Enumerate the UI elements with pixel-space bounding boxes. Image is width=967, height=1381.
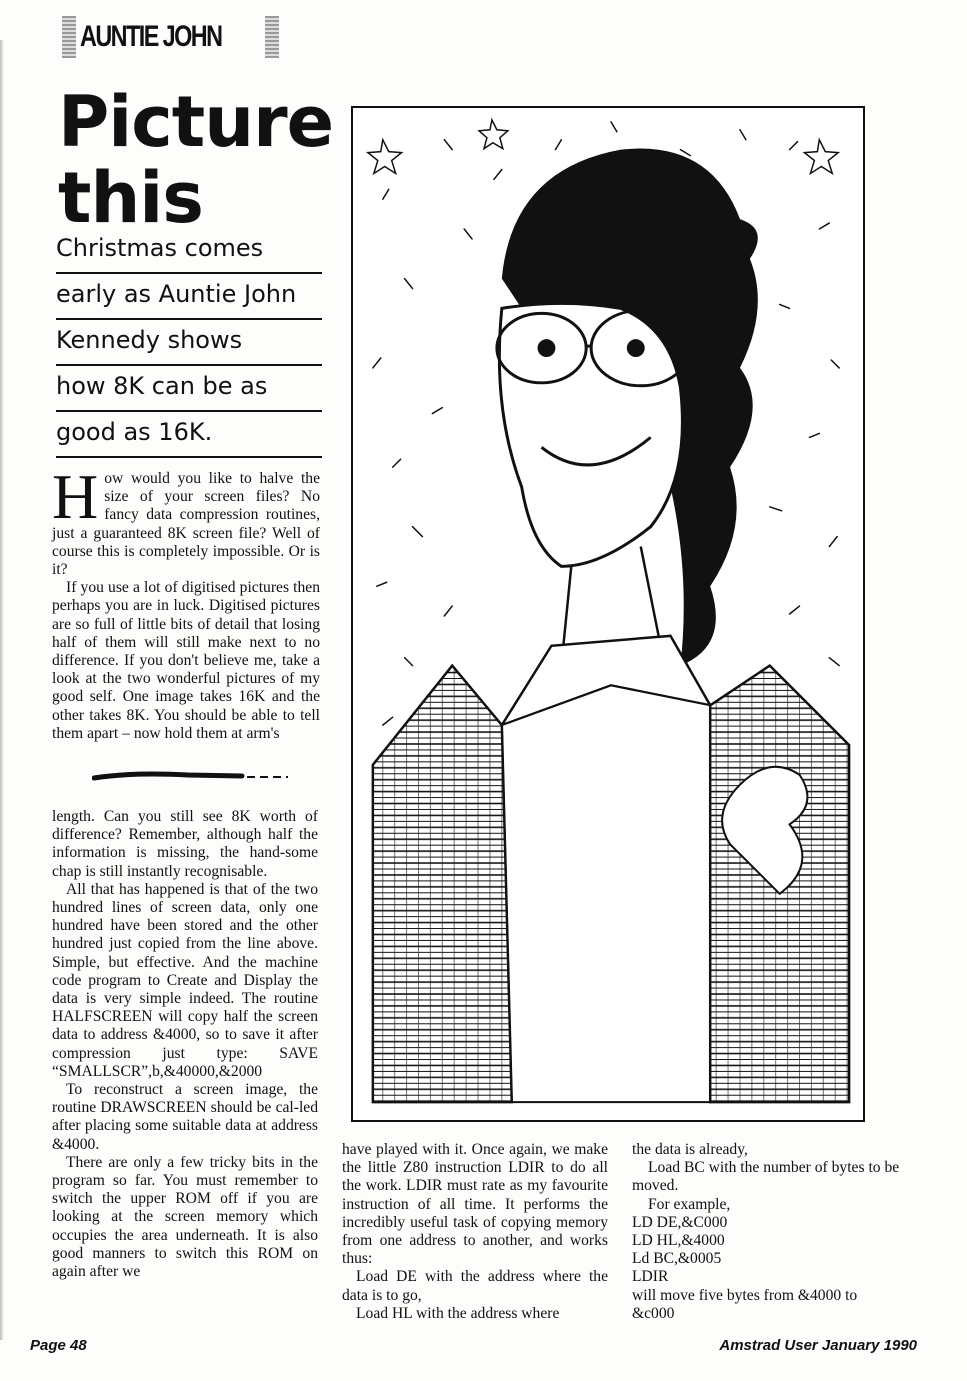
- body-paragraph: length. Can you still see 8K worth of difference? Remember, although half the information is missing, the hand-some chap is still instantly recognisable.: [52, 808, 318, 880]
- article-deck: [56, 228, 322, 458]
- body-column-2: [342, 1141, 608, 1323]
- code-line: LD DE,&C000: [632, 1213, 728, 1231]
- kicker-label: AUNTIE JOHN: [80, 20, 222, 53]
- body-paragraph: To reconstruct a screen image, the routine DRAWSCREEN should be cal-led after placing some suitable data at address &4000.: [52, 1081, 318, 1153]
- body-paragraph: Load HL with the address where: [356, 1304, 560, 1322]
- body-column-3: [632, 1141, 900, 1323]
- page-edge-shadow: [0, 40, 4, 1340]
- body-paragraph: There are only a few tricky bits in the program so far. You must remember to switch the upper ROM off if you are looking at the screen memory which occupies the area underneath. It is also good manners to switch this ROM on again after we: [52, 1153, 318, 1281]
- section-kicker: [62, 14, 279, 60]
- code-line: LD HL,&4000: [632, 1232, 725, 1250]
- kicker-bar-right: [265, 16, 279, 58]
- shirt: [502, 685, 710, 1102]
- body-paragraph: have played with it. Once again, we make the little Z80 instruction LDIR to do all the work. LDIR must rate as my favourite instruction of all time. It performs the incredibly useful task of copying memory from one address to another, and works thus:: [342, 1141, 608, 1268]
- kicker-bar-left: [62, 16, 76, 58]
- body-paragraph: Load BC with the number of bytes to be moved.: [632, 1159, 900, 1195]
- drop-cap: H: [52, 461, 99, 532]
- intro-text: ow would you like to halve the size of your screen files? No fancy data compression routines, just a guaranteed 8K screen file? Well of course this is completely impossible. Or is it?: [52, 470, 320, 579]
- intro-paragraph: [52, 461, 320, 579]
- body-column-1-top: [52, 461, 320, 743]
- code-line: Ld BC,&0005: [632, 1250, 722, 1268]
- deck-line: Christmas comes: [56, 228, 322, 274]
- body-paragraph: will move five bytes from &4000 to &c000: [632, 1286, 858, 1322]
- body-paragraph: All that has happened is that of the two hundred lines of screen data, only one hundred have been stored and the other hundred just copied from the line above. Simple, but effective. And the machine code program to Create and Display the data is very simple indeed. The routine HALFSCREEN will copy half the screen data to address &4000, so to save it after compression just type: SAVE “SMALLSCR”,b,&40000,&2000: [52, 880, 318, 1080]
- body-column-1-bottom: [52, 808, 318, 1281]
- code-line: LDIR: [632, 1268, 669, 1286]
- brush-divider: [92, 770, 288, 784]
- article-headline: Picture this: [58, 81, 334, 239]
- caricature-illustration: [351, 106, 865, 1122]
- caricature-drawing: [353, 108, 863, 1120]
- page-number: Page 48: [30, 1337, 87, 1354]
- body-paragraph: Load DE with the address where the data is to go,: [342, 1268, 608, 1304]
- right-eye: [627, 339, 645, 357]
- deck-line: how 8K can be as: [56, 366, 322, 412]
- issue-footer: Amstrad User January 1990: [719, 1337, 917, 1354]
- left-eye: [538, 339, 556, 357]
- body-paragraph: For example,: [648, 1195, 731, 1213]
- deck-line: good as 16K.: [56, 412, 322, 458]
- deck-line: Kennedy shows: [56, 320, 322, 366]
- deck-line: early as Auntie John: [56, 274, 322, 320]
- body-paragraph: the data is already,: [632, 1141, 748, 1158]
- body-paragraph: If you use a lot of digitised pictures then perhaps you are in luck. Digitised pictures are so full of little bits of detail that losing half of them will still make next to no difference. If you don't believe me, take a look at the two wonderful pictures of my good self. One image takes 16K and the other takes 8K. You should be able to tell them apart – now hold them at arm's: [52, 579, 320, 742]
